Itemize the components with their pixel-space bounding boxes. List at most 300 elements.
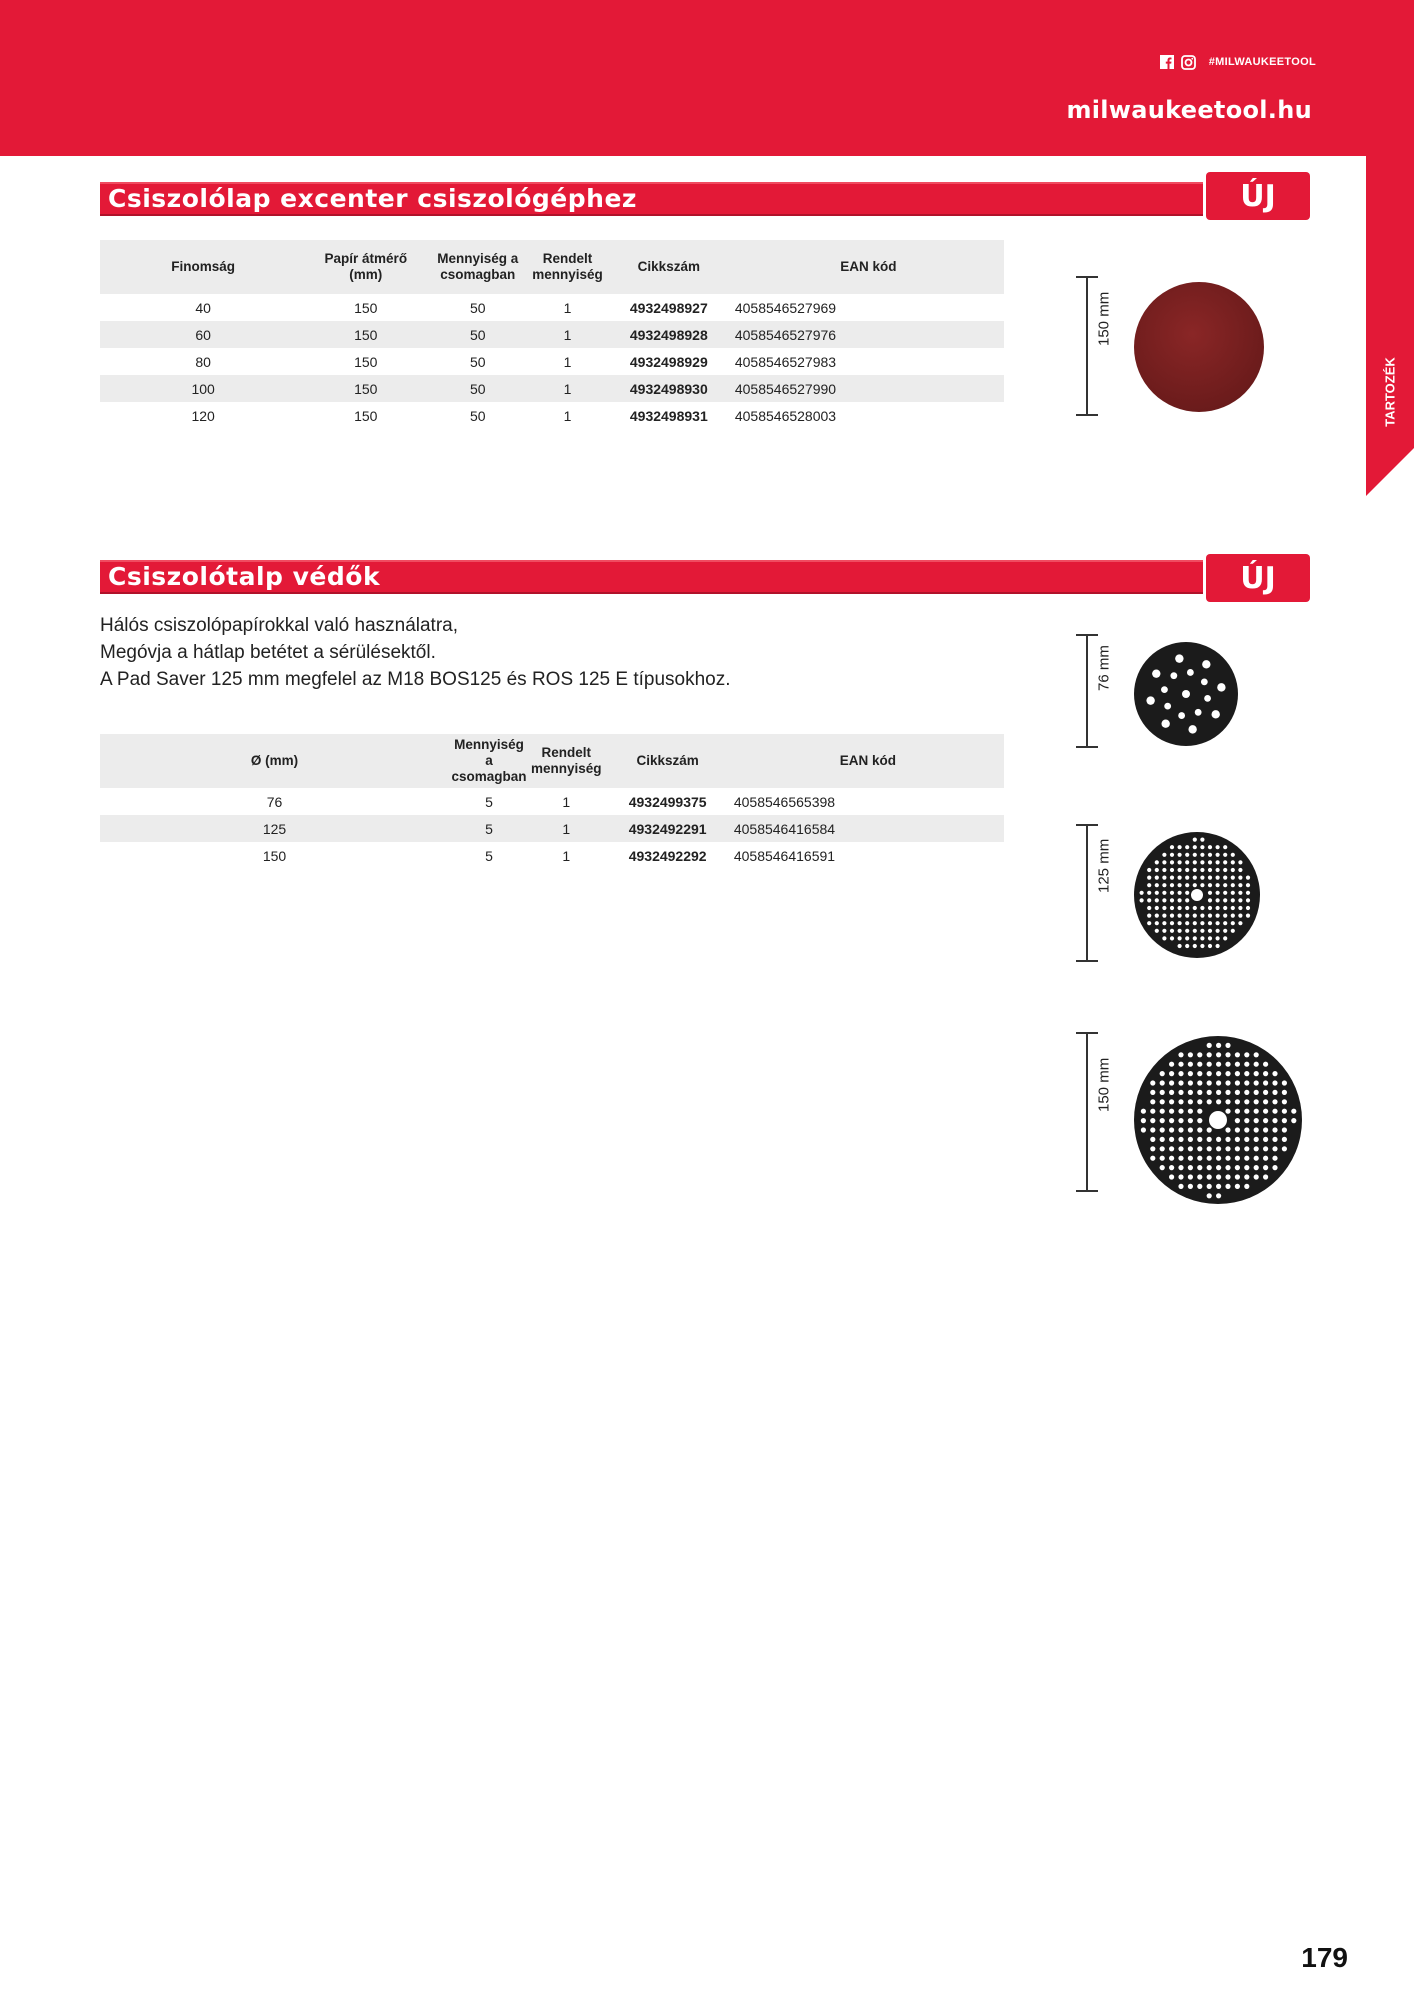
pad-hole bbox=[1175, 654, 1183, 662]
pad-hole bbox=[1207, 1080, 1212, 1085]
pad-hole bbox=[1223, 914, 1227, 918]
pad-hole bbox=[1238, 898, 1242, 902]
dimension-label: 76 mm bbox=[1095, 645, 1113, 691]
pad-hole bbox=[1208, 853, 1212, 857]
section2-table bbox=[100, 734, 1004, 869]
table-cell: 150 bbox=[354, 326, 378, 343]
pad-hole bbox=[1225, 1099, 1230, 1104]
pad-hole bbox=[1178, 1071, 1183, 1076]
pad-hole bbox=[1216, 845, 1220, 849]
pad-hole bbox=[1263, 1090, 1268, 1095]
pad-hole bbox=[1223, 936, 1227, 940]
pad-hole bbox=[1161, 720, 1169, 728]
pad-hole bbox=[1254, 1156, 1259, 1161]
pad-hole bbox=[1200, 921, 1204, 925]
pad-hole bbox=[1147, 914, 1151, 918]
pad-hole bbox=[1188, 1184, 1193, 1189]
hashtag-text: #MILWAUKEETOOL bbox=[1208, 56, 1316, 68]
table-cell: 125 bbox=[262, 820, 287, 837]
table-cell: 4932499375 bbox=[628, 793, 707, 810]
table-cell: 150 bbox=[354, 407, 378, 424]
pad-hole bbox=[1200, 868, 1204, 872]
column-header: Cikkszám bbox=[636, 753, 699, 768]
pad-hole bbox=[1178, 868, 1182, 872]
sanding-disc-image bbox=[1132, 280, 1266, 414]
pad-hole bbox=[1244, 1099, 1249, 1104]
pad-hole bbox=[1225, 1165, 1230, 1170]
pad-hole bbox=[1201, 678, 1208, 685]
pad-hole bbox=[1216, 898, 1220, 902]
pad-hole bbox=[1178, 883, 1182, 887]
pad-hole bbox=[1231, 891, 1235, 895]
pad-hole bbox=[1263, 1156, 1268, 1161]
pad-hole bbox=[1263, 1099, 1268, 1104]
side-tab-label: TARTOZÉK bbox=[1382, 357, 1398, 427]
table-cell: 80 bbox=[195, 353, 211, 370]
section2-description bbox=[100, 612, 731, 693]
pad-hole bbox=[1235, 1109, 1240, 1114]
pad-hole bbox=[1178, 1090, 1183, 1095]
pad-hole bbox=[1185, 921, 1189, 925]
pad-hole bbox=[1244, 1174, 1249, 1179]
table-cell: 5 bbox=[485, 847, 493, 864]
pad-hole bbox=[1238, 860, 1242, 864]
pad-hole bbox=[1170, 883, 1174, 887]
pad-hole bbox=[1140, 898, 1144, 902]
pad-hole bbox=[1235, 1184, 1240, 1189]
pad-hole bbox=[1244, 1184, 1249, 1189]
pad-hole bbox=[1185, 936, 1189, 940]
pad-hole bbox=[1169, 1062, 1174, 1067]
pad-hole bbox=[1223, 868, 1227, 872]
pad-hole bbox=[1244, 1165, 1249, 1170]
pad-hole bbox=[1170, 914, 1174, 918]
pad-hole bbox=[1197, 1137, 1202, 1142]
pad-hole bbox=[1188, 1052, 1193, 1057]
pad-hole bbox=[1185, 853, 1189, 857]
pad-hole bbox=[1185, 944, 1189, 948]
table-cell: 4932492292 bbox=[628, 847, 707, 864]
section2-new-badge: ÚJ bbox=[1206, 554, 1310, 602]
pad-hole bbox=[1244, 1071, 1249, 1076]
pad-hole bbox=[1272, 1090, 1277, 1095]
pad-hole bbox=[1208, 876, 1212, 880]
pad-hole bbox=[1216, 883, 1220, 887]
pad-hole bbox=[1204, 695, 1211, 702]
pad-hole bbox=[1193, 921, 1197, 925]
pad-hole bbox=[1254, 1165, 1259, 1170]
pad-hole bbox=[1263, 1109, 1268, 1114]
pad-hole bbox=[1197, 1156, 1202, 1161]
pad-hole bbox=[1216, 906, 1220, 910]
pad-hole bbox=[1223, 898, 1227, 902]
table-cell: 4932498930 bbox=[629, 380, 708, 397]
pad-hole bbox=[1223, 921, 1227, 925]
pad-hole bbox=[1164, 703, 1171, 710]
pad-hole bbox=[1197, 1052, 1202, 1057]
pad-hole bbox=[1185, 868, 1189, 872]
pad-hole bbox=[1231, 853, 1235, 857]
table-cell: 76 bbox=[266, 793, 283, 810]
pad-hole bbox=[1244, 1146, 1249, 1151]
pad-hole bbox=[1207, 1043, 1212, 1048]
pad-hole bbox=[1231, 906, 1235, 910]
pad-hole bbox=[1246, 898, 1250, 902]
pad-hole bbox=[1200, 906, 1204, 910]
section1-new-badge: ÚJ bbox=[1206, 172, 1310, 220]
pad-hole bbox=[1178, 1184, 1183, 1189]
pad-hole bbox=[1216, 1165, 1221, 1170]
pad-hole bbox=[1197, 1127, 1202, 1132]
pad-hole bbox=[1263, 1146, 1268, 1151]
section1-title: Csiszolólap excenter csiszológéphez bbox=[108, 184, 637, 213]
table-cell: 40 bbox=[195, 299, 211, 316]
pad-hole bbox=[1225, 1062, 1230, 1067]
pad-hole bbox=[1160, 1146, 1165, 1151]
pad-hole bbox=[1207, 1146, 1212, 1151]
pad-hole bbox=[1185, 845, 1189, 849]
pad-hole bbox=[1200, 936, 1204, 940]
pad-hole bbox=[1216, 921, 1220, 925]
pad-hole bbox=[1162, 853, 1166, 857]
pad-hole bbox=[1200, 883, 1204, 887]
table-cell: 150 bbox=[354, 299, 378, 316]
pad-hole bbox=[1208, 868, 1212, 872]
pad-hole bbox=[1244, 1080, 1249, 1085]
pad-hole bbox=[1225, 1109, 1230, 1114]
pad-hole bbox=[1282, 1118, 1287, 1123]
pad-hole bbox=[1178, 853, 1182, 857]
pad-hole bbox=[1187, 669, 1194, 676]
pad-hole bbox=[1254, 1137, 1259, 1142]
pad-hole bbox=[1162, 883, 1166, 887]
pad-hole bbox=[1225, 1174, 1230, 1179]
pad-hole bbox=[1235, 1156, 1240, 1161]
pad-hole bbox=[1188, 1127, 1193, 1132]
pad-hole bbox=[1160, 1090, 1165, 1095]
pad-hole bbox=[1178, 1080, 1183, 1085]
pad-hole bbox=[1169, 1090, 1174, 1095]
table-cell: 4058546527990 bbox=[734, 380, 837, 397]
pad-hole bbox=[1146, 696, 1154, 704]
pad-hole bbox=[1188, 1090, 1193, 1095]
pad-hole bbox=[1193, 906, 1197, 910]
pad-hole bbox=[1193, 944, 1197, 948]
pad-hole bbox=[1150, 1118, 1155, 1123]
pad-hole bbox=[1169, 1080, 1174, 1085]
pad-hole bbox=[1207, 1099, 1212, 1104]
table-cell: 100 bbox=[191, 380, 215, 397]
pad-hole bbox=[1160, 1099, 1165, 1104]
sanding-disc-product bbox=[1076, 276, 1276, 416]
pad-hole bbox=[1238, 876, 1242, 880]
pad-hole bbox=[1235, 1099, 1240, 1104]
pad-hole bbox=[1162, 929, 1166, 933]
pad-hole bbox=[1208, 921, 1212, 925]
pad-hole bbox=[1231, 921, 1235, 925]
pad-hole bbox=[1207, 1137, 1212, 1142]
pad-hole bbox=[1185, 906, 1189, 910]
pad-hole bbox=[1212, 710, 1220, 718]
pad-hole bbox=[1207, 1127, 1212, 1132]
table-cell: 120 bbox=[191, 407, 215, 424]
pad-hole bbox=[1185, 914, 1189, 918]
description-line: Megóvja a hátlap betétet a sérülésektől. bbox=[100, 642, 436, 663]
pad-hole bbox=[1178, 936, 1182, 940]
pad-hole bbox=[1197, 1118, 1202, 1123]
pad-hole bbox=[1238, 883, 1242, 887]
pad-hole bbox=[1235, 1090, 1240, 1095]
table-cell: 1 bbox=[562, 847, 571, 864]
pad-hole bbox=[1216, 1184, 1221, 1189]
pad-hole bbox=[1193, 838, 1197, 842]
pad-hole bbox=[1216, 1090, 1221, 1095]
pad-hole bbox=[1208, 845, 1212, 849]
pad-hole bbox=[1291, 1118, 1296, 1123]
pad-hole bbox=[1150, 1146, 1155, 1151]
pad-hole bbox=[1197, 1099, 1202, 1104]
pad-hole bbox=[1244, 1156, 1249, 1161]
pad-hole bbox=[1193, 883, 1197, 887]
pad-hole bbox=[1208, 883, 1212, 887]
pad-hole bbox=[1197, 1165, 1202, 1170]
table-cell: 1 bbox=[563, 353, 572, 370]
pad-hole bbox=[1238, 868, 1242, 872]
pad-hole bbox=[1244, 1109, 1249, 1114]
pad-hole bbox=[1244, 1062, 1249, 1067]
pad-hole bbox=[1170, 936, 1174, 940]
pad-saver-150-image bbox=[1132, 1034, 1304, 1206]
pad-hole bbox=[1282, 1146, 1287, 1151]
pad-hole bbox=[1178, 1109, 1183, 1114]
pad-hole bbox=[1147, 891, 1151, 895]
pad-hole bbox=[1216, 944, 1220, 948]
pad-hole bbox=[1185, 883, 1189, 887]
pad-hole bbox=[1178, 1165, 1183, 1170]
pad-hole bbox=[1200, 860, 1204, 864]
table-cell: 4058546416584 bbox=[733, 820, 836, 837]
pad-hole bbox=[1169, 1165, 1174, 1170]
pad-hole bbox=[1216, 1146, 1221, 1151]
website-link[interactable]: milwaukeetool.hu bbox=[1066, 96, 1312, 124]
pad-hole bbox=[1225, 1156, 1230, 1161]
table-cell: 150 bbox=[262, 847, 287, 864]
table-cell: 1 bbox=[563, 299, 572, 316]
pad-saver-76-image bbox=[1132, 640, 1240, 748]
pad-hole bbox=[1263, 1071, 1268, 1076]
pad-hole bbox=[1155, 868, 1159, 872]
pad-hole bbox=[1185, 891, 1189, 895]
pad-hole bbox=[1235, 1146, 1240, 1151]
pad-hole bbox=[1216, 1137, 1221, 1142]
pad-hole bbox=[1188, 1174, 1193, 1179]
pad-hole bbox=[1178, 876, 1182, 880]
pad-hole bbox=[1170, 845, 1174, 849]
table-cell: 4058546527969 bbox=[734, 299, 837, 316]
pad-hole bbox=[1244, 1052, 1249, 1057]
pad-center-hole bbox=[1209, 1111, 1227, 1129]
pad-hole bbox=[1223, 876, 1227, 880]
table-cell: 50 bbox=[470, 380, 486, 397]
pad-hole bbox=[1231, 883, 1235, 887]
pad-hole bbox=[1235, 1052, 1240, 1057]
column-header: Rendelt mennyiség bbox=[530, 745, 602, 776]
table-cell: 1 bbox=[562, 793, 571, 810]
pad-hole bbox=[1254, 1099, 1259, 1104]
facebook-icon[interactable] bbox=[1159, 54, 1175, 70]
pad-hole bbox=[1254, 1071, 1259, 1076]
pad-hole bbox=[1188, 1071, 1193, 1076]
pad-hole bbox=[1169, 1146, 1174, 1151]
pad-hole bbox=[1207, 1071, 1212, 1076]
dimension-label: 150 mm bbox=[1095, 291, 1113, 346]
pad-hole bbox=[1147, 868, 1151, 872]
pad-hole bbox=[1207, 1062, 1212, 1067]
pad-hole bbox=[1169, 1071, 1174, 1076]
column-header: EAN kód bbox=[840, 259, 897, 274]
pad-hole bbox=[1216, 860, 1220, 864]
instagram-icon[interactable] bbox=[1181, 54, 1197, 70]
pad-hole bbox=[1208, 936, 1212, 940]
pad-hole bbox=[1282, 1137, 1287, 1142]
pad-hole bbox=[1155, 883, 1159, 887]
pad-hole bbox=[1169, 1099, 1174, 1104]
pad-hole bbox=[1263, 1080, 1268, 1085]
dimension-label: 125 mm bbox=[1095, 838, 1113, 893]
column-header: Mennyiség a csomagban bbox=[437, 251, 519, 282]
pad-hole bbox=[1272, 1146, 1277, 1151]
pad-hole bbox=[1216, 1156, 1221, 1161]
pad-hole bbox=[1223, 883, 1227, 887]
table-cell: 4932498929 bbox=[629, 353, 708, 370]
pad-hole bbox=[1197, 1080, 1202, 1085]
pad-hole bbox=[1216, 876, 1220, 880]
pad-hole bbox=[1178, 898, 1182, 902]
pad-hole bbox=[1170, 891, 1174, 895]
table-row bbox=[100, 402, 1004, 429]
pad-hole bbox=[1162, 891, 1166, 895]
pad-center-hole bbox=[1191, 889, 1203, 901]
pad-hole bbox=[1155, 860, 1159, 864]
pad-hole bbox=[1193, 845, 1197, 849]
table-cell: 50 bbox=[470, 299, 486, 316]
pad-hole bbox=[1263, 1165, 1268, 1170]
pad-hole bbox=[1155, 906, 1159, 910]
pad-hole bbox=[1246, 876, 1250, 880]
pad-hole bbox=[1216, 868, 1220, 872]
pad-hole bbox=[1162, 936, 1166, 940]
pad-hole bbox=[1195, 709, 1202, 716]
pad-hole bbox=[1207, 1184, 1212, 1189]
pad-hole bbox=[1216, 914, 1220, 918]
pad-hole bbox=[1178, 1137, 1183, 1142]
pad-hole bbox=[1170, 898, 1174, 902]
description-line: A Pad Saver 125 mm megfelel az M18 BOS125 és ROS 125 E típusokhoz. bbox=[100, 669, 731, 690]
pad-hole bbox=[1193, 860, 1197, 864]
column-header: Finomság bbox=[171, 259, 235, 274]
pad-hole bbox=[1178, 712, 1185, 719]
pad-hole bbox=[1155, 921, 1159, 925]
pad-hole bbox=[1246, 906, 1250, 910]
pad-hole bbox=[1225, 1184, 1230, 1189]
pad-hole bbox=[1231, 898, 1235, 902]
pad-hole bbox=[1160, 1071, 1165, 1076]
column-header: Cikkszám bbox=[637, 259, 700, 274]
pad-hole bbox=[1160, 1109, 1165, 1114]
table-cell: 4932498931 bbox=[629, 407, 708, 424]
pad-hole bbox=[1170, 672, 1177, 679]
table-cell: 4932498928 bbox=[629, 326, 708, 343]
pad-hole bbox=[1152, 669, 1160, 677]
pad-hole bbox=[1178, 1156, 1183, 1161]
social-links bbox=[1159, 54, 1316, 70]
pad-hole bbox=[1200, 929, 1204, 933]
table-cell: 5 bbox=[485, 793, 493, 810]
pad-hole bbox=[1200, 876, 1204, 880]
header-band bbox=[0, 0, 1414, 156]
pad-hole bbox=[1263, 1174, 1268, 1179]
pad-hole bbox=[1254, 1146, 1259, 1151]
pad-hole bbox=[1291, 1109, 1296, 1114]
pad-hole bbox=[1160, 1137, 1165, 1142]
column-header: EAN kód bbox=[839, 753, 897, 768]
pad-hole bbox=[1216, 1062, 1221, 1067]
dimension-label: 150 mm bbox=[1095, 1057, 1113, 1112]
pad-hole bbox=[1162, 914, 1166, 918]
pad-hole bbox=[1162, 898, 1166, 902]
dimension-marker bbox=[1076, 276, 1136, 416]
table-row bbox=[100, 348, 1004, 375]
pad-hole bbox=[1231, 860, 1235, 864]
pad-hole bbox=[1263, 1127, 1268, 1132]
table-cell: 150 bbox=[354, 353, 378, 370]
pad-hole bbox=[1150, 1156, 1155, 1161]
pad-hole bbox=[1217, 683, 1225, 691]
pad-hole bbox=[1216, 1052, 1221, 1057]
pad-hole bbox=[1178, 906, 1182, 910]
side-tab bbox=[1366, 156, 1414, 496]
pad-hole bbox=[1178, 921, 1182, 925]
pad-hole bbox=[1207, 1193, 1212, 1198]
pad-hole bbox=[1197, 1090, 1202, 1095]
pad-hole bbox=[1216, 1193, 1221, 1198]
pad-hole bbox=[1170, 853, 1174, 857]
pad-hole bbox=[1185, 898, 1189, 902]
table-cell: 4058546528003 bbox=[734, 407, 837, 424]
table-cell: 4932498927 bbox=[629, 299, 708, 316]
pad-hole bbox=[1254, 1174, 1259, 1179]
pad-hole bbox=[1223, 906, 1227, 910]
page-number: 179 bbox=[1301, 1942, 1348, 1973]
pad-hole bbox=[1238, 891, 1242, 895]
pad-hole bbox=[1150, 1137, 1155, 1142]
pad-hole bbox=[1185, 929, 1189, 933]
pad-hole bbox=[1162, 906, 1166, 910]
table-cell: 150 bbox=[354, 380, 378, 397]
pad-hole bbox=[1197, 1174, 1202, 1179]
dimension-marker bbox=[1076, 634, 1136, 748]
pad-hole bbox=[1155, 891, 1159, 895]
pad-hole bbox=[1272, 1156, 1277, 1161]
pad-hole bbox=[1155, 876, 1159, 880]
pad-hole bbox=[1197, 1062, 1202, 1067]
section2-header bbox=[100, 560, 1203, 594]
pad-hole bbox=[1263, 1118, 1268, 1123]
pad-hole bbox=[1223, 853, 1227, 857]
pad-hole bbox=[1207, 1052, 1212, 1057]
pad-hole bbox=[1193, 929, 1197, 933]
pad-hole bbox=[1162, 868, 1166, 872]
